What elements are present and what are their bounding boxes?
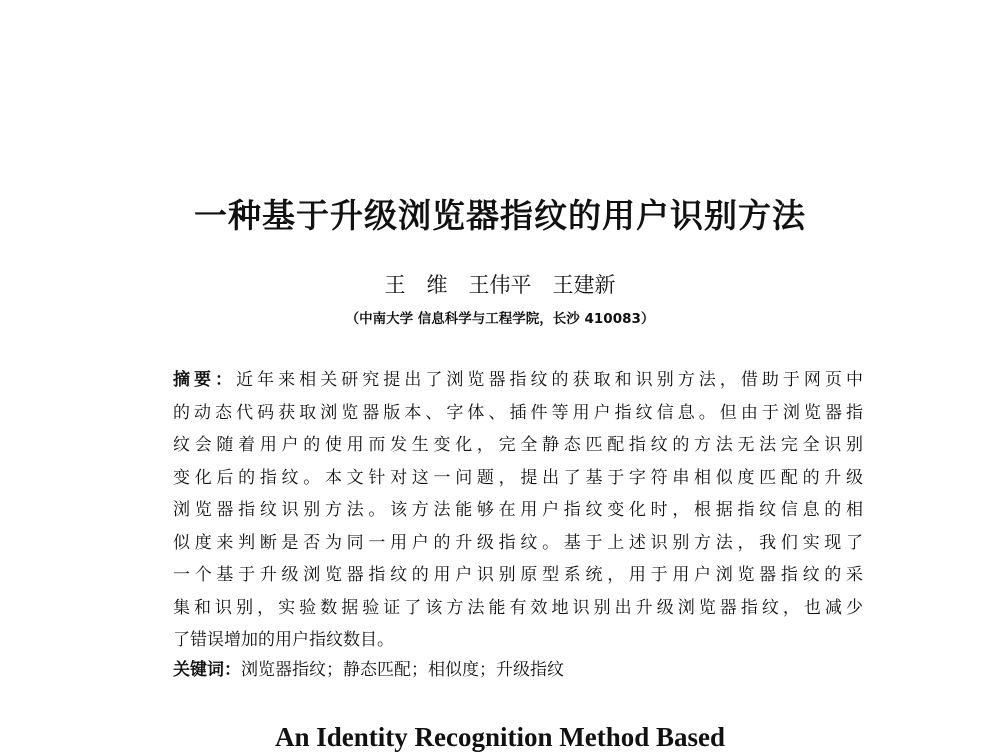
abstract-line: 的动态代码获取浏览器版本、字体、插件等用户指纹信息。但由于浏览器指 bbox=[173, 402, 863, 423]
keywords bbox=[173, 655, 863, 685]
paper-title: 一种基于升级浏览器指纹的用户识别方法 bbox=[194, 196, 806, 235]
abstract-line: 似度来判断是否为同一用户的升级指纹。基于上述识别方法，我们实现了 bbox=[173, 532, 863, 553]
abstract-line: 变化后的指纹。本文针对这一问题，提出了基于字符串相似度匹配的升级 bbox=[173, 467, 863, 488]
abstract-line: 一个基于升级浏览器指纹的用户识别原型系统，用于用户浏览器指纹的采 bbox=[173, 565, 863, 585]
keywords-text: 浏览器指纹；静态匹配；相似度；升级指纹 bbox=[241, 660, 564, 680]
abstract-line bbox=[173, 364, 863, 397]
english-title: An Identity Recognition Method Based bbox=[274, 722, 726, 752]
abstract bbox=[173, 364, 863, 657]
abstract-line: 集和识别，实验数据验证了该方法能有效地识别出升级浏览器指纹，也减少 bbox=[173, 597, 863, 618]
paper-affiliation: （中南大学 信息科学与工程学院，长沙 410083） bbox=[345, 311, 655, 327]
abstract-line: 纹会随着用户的使用而发生变化，完全静态匹配指纹的方法无法完全识别 bbox=[173, 435, 863, 455]
abstract-line-text: 近年来相关研究提出了浏览器指纹的获取和识别方法，借助于网页中 bbox=[236, 370, 863, 390]
abstract-line: 了错误增加的用户指纹数目。 bbox=[173, 630, 394, 650]
abstract-line: 浏览器指纹识别方法。该方法能够在用户指纹变化时，根据指纹信息的相 bbox=[173, 500, 863, 520]
abstract-label: 摘要： bbox=[173, 370, 237, 390]
keywords-label: 关键词： bbox=[173, 660, 241, 680]
paper-authors: 王 维 王伟平 王建新 bbox=[384, 273, 616, 297]
